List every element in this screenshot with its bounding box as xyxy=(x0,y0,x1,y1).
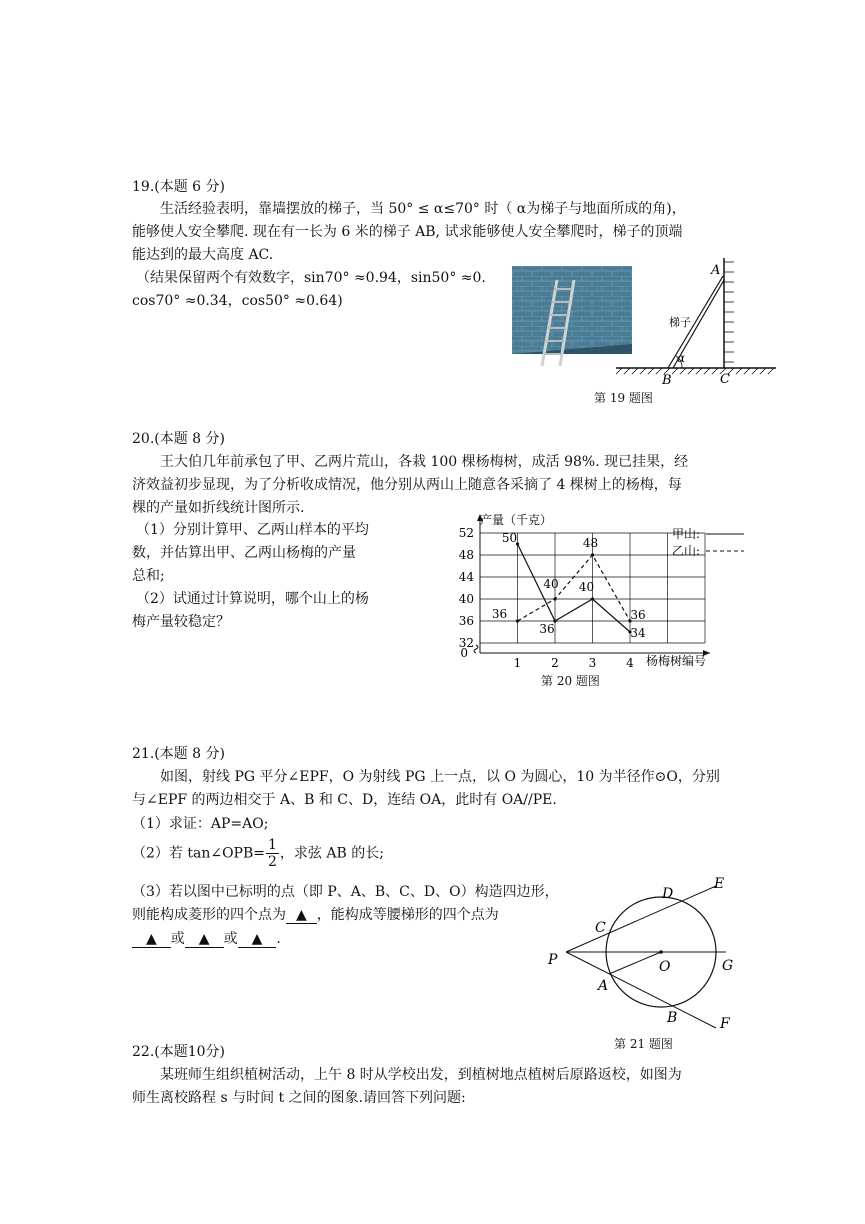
q21-part1: （1）求证：AP=AO; xyxy=(132,816,269,832)
point-p: P xyxy=(548,952,558,968)
data-label: 40 xyxy=(543,577,559,591)
legend xyxy=(672,527,744,558)
legend-label: 乙山: xyxy=(672,544,701,558)
point-d: D xyxy=(662,886,674,902)
label-c: C xyxy=(720,372,730,387)
y-tick-label: 0 xyxy=(460,646,468,660)
y-tick-label: 48 xyxy=(458,548,474,562)
point-e: E xyxy=(714,876,725,892)
q21-part2 xyxy=(132,837,384,870)
q19-line: 能够使人安全攀爬. 现在有一长为 6 米的梯子 AB, 试求能够使人安全攀爬时，梯子的顶端 xyxy=(132,224,683,240)
q20-subquestion: 梅产量较稳定？ xyxy=(132,614,230,630)
label-b: B xyxy=(662,373,672,388)
q20-subquestion: 数，并估算出甲、乙两山杨梅的产量 xyxy=(132,545,356,561)
q22-line: 某班师生组织植树活动，上午 8 时从学校出发，到植树地点植树后原路返校，如图为 xyxy=(160,1067,682,1083)
q21-part3-text: 则能构成菱形的四个点为 xyxy=(132,907,286,923)
q21-line: 如图，射线 PG 平分∠EPF，O 为射线 PG 上一点，以 O 为圆心，10 为半径作⊙O，分别 xyxy=(160,769,720,785)
point-g: G xyxy=(722,958,734,974)
figure-caption: 第 19 题图 xyxy=(594,391,653,405)
q21-circle-figure xyxy=(540,870,750,1040)
data-label: 40 xyxy=(578,580,595,594)
label-a: A xyxy=(711,263,721,278)
fraction-denominator: 2 xyxy=(268,854,277,870)
q20-subquestion: （1）分别计算甲、乙两山样本的平均 xyxy=(136,522,369,538)
q21-part3c xyxy=(132,928,281,948)
point-o: O xyxy=(659,959,671,975)
fraction-numerator: 1 xyxy=(268,837,277,853)
q20-line: 棵的产量如折线统计图所示. xyxy=(132,500,305,516)
q20-header: 20.(本题 8 分) xyxy=(132,431,225,447)
q21-line: 与∠EPF 的两边相交于 A、B 和 C、D，连结 OA，此时有 OA//PE. xyxy=(132,792,557,808)
x-tick-label: 1 xyxy=(513,656,522,668)
series-line-yishan xyxy=(518,555,631,621)
point-b: B xyxy=(667,1010,678,1026)
q19-figure xyxy=(612,256,782,388)
figure-caption: 第 21 题图 xyxy=(614,1037,673,1051)
x-tick-label: 4 xyxy=(626,656,634,668)
answer-blank[interactable]: ▲ xyxy=(185,931,224,948)
label-alpha: α xyxy=(677,351,686,365)
q22-header: 22.(本题10分) xyxy=(132,1044,226,1060)
q20-subquestion: （2）试通过计算说明，哪个山上的杨 xyxy=(136,591,369,607)
q20-line: 王大伯几年前承包了甲、乙两片荒山，各栽 100 棵杨梅树，成活 98%. 现已挂果，经 xyxy=(160,454,689,470)
q19-header: 19.(本题 6 分) xyxy=(132,179,225,195)
q21-part2-text: ，求弦 AB 的长; xyxy=(279,845,384,862)
q19-line: 能达到的最大高度 AC. xyxy=(132,247,274,263)
or-text: 或 xyxy=(223,931,238,947)
y-axis-label: 产量（千克） xyxy=(480,513,553,527)
data-label: 36 xyxy=(630,608,646,622)
q20-line: 济效益初步显现，为了分析收成情况，他分别从两山上随意各采摘了 4 棵树上的杨梅，每 xyxy=(132,477,682,493)
answer-blank[interactable]: ▲ xyxy=(286,907,317,924)
q22-line: 师生离校路程 s 与时间 t 之间的图象.请回答下列问题: xyxy=(132,1090,466,1106)
data-label: 48 xyxy=(582,536,599,550)
q21-part3-text: ，能构成等腰梯形的四个点为 xyxy=(316,907,499,923)
y-tick-label: 32 xyxy=(458,636,474,650)
data-label: 36 xyxy=(539,622,555,636)
label-ladder: 梯子 xyxy=(669,316,691,329)
y-tick-label: 36 xyxy=(458,614,474,628)
q21-header: 21.(本题 8 分) xyxy=(132,746,225,762)
x-axis-label: 杨梅树编号 xyxy=(646,654,707,668)
data-point xyxy=(591,553,594,556)
q19-line: 生活经验表明，靠墙摆放的梯子，当 50° ≤ α≤70° 时（ α为梯子与地面所成的角)， xyxy=(160,201,686,217)
q21-part2-text: （2）若 tan∠OPB= xyxy=(132,845,265,862)
series-line-jiashan xyxy=(518,544,631,632)
q21-part3: （3）若以图中已标明的点（即 P、A、B、C、D、O）构造四边形， xyxy=(132,884,559,900)
q20-subquestion: 总和; xyxy=(132,568,165,584)
data-label: 50 xyxy=(501,531,518,545)
period-text: . xyxy=(276,931,281,947)
legend-label: 甲山: xyxy=(672,527,701,541)
data-point xyxy=(591,597,594,600)
data-point xyxy=(553,597,556,600)
data-label: 36 xyxy=(491,607,508,621)
y-tick-label: 40 xyxy=(458,592,474,606)
q19-line: （结果保留两个有效数字，sin70° ≈0.94，sin50° ≈0. xyxy=(136,270,486,286)
or-text: 或 xyxy=(170,931,185,947)
q21-part3b xyxy=(132,904,499,924)
y-tick-label: 52 xyxy=(458,526,474,540)
fraction xyxy=(266,837,279,870)
x-tick-label: 2 xyxy=(551,656,559,668)
x-tick-label: 3 xyxy=(588,656,597,668)
q19-line: cos70° ≈0.34，cos50° ≈0.64) xyxy=(132,293,343,309)
point-c: C xyxy=(595,920,606,936)
data-point xyxy=(516,619,519,622)
answer-blank[interactable]: ▲ xyxy=(132,931,171,948)
data-label: 34 xyxy=(630,626,646,640)
axis-break xyxy=(474,645,478,653)
figure-caption: 第 20 题图 xyxy=(541,674,600,688)
point-f: F xyxy=(720,1016,730,1032)
answer-blank[interactable]: ▲ xyxy=(238,931,277,948)
y-tick-label: 44 xyxy=(458,570,474,584)
point-a: A xyxy=(598,978,609,994)
yield-line-chart xyxy=(440,508,750,668)
